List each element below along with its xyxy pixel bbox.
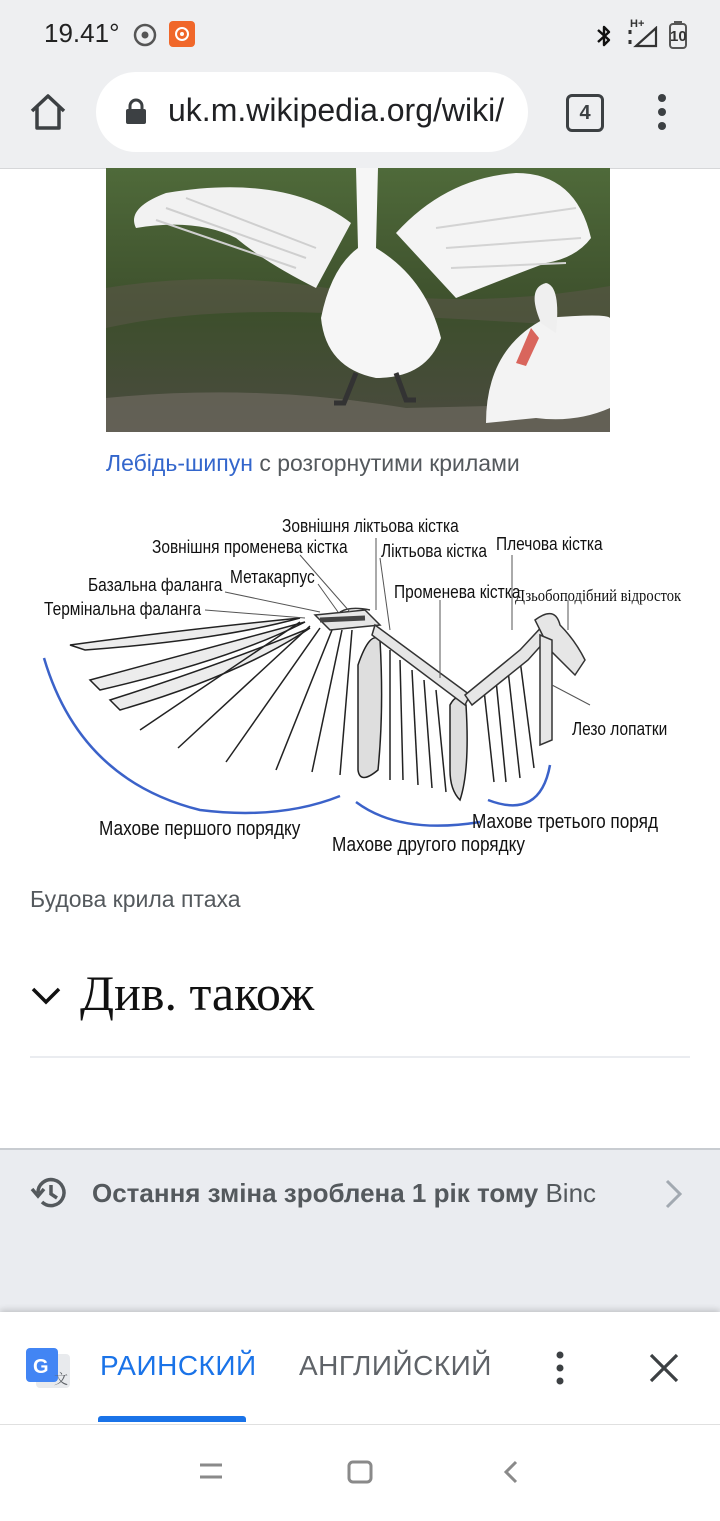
label-humerus: Плечова кістка — [496, 534, 603, 554]
active-tab-indicator — [98, 1416, 246, 1422]
home-icon[interactable] — [28, 92, 68, 132]
close-icon[interactable] — [648, 1352, 680, 1384]
svg-text:文: 文 — [54, 1372, 68, 1388]
label-outer-ulna: Зовнішня ліктьова кістка — [282, 516, 459, 536]
section-divider — [30, 1056, 690, 1058]
label-metacarpus: Метакарпус — [230, 567, 315, 587]
chevron-down-icon[interactable] — [30, 984, 62, 1008]
recents-icon[interactable] — [198, 1460, 224, 1482]
label-tertials: Махове третього поряд — [472, 811, 659, 833]
label-terminal-phalanx: Термінальна фаланга — [44, 599, 202, 619]
url-text[interactable]: uk.m.wikipedia.org/wiki/ — [168, 92, 505, 128]
location-icon — [132, 22, 160, 48]
wing-feathers — [70, 618, 534, 800]
tab-target-language[interactable]: АНГЛИЙСКИЙ — [299, 1350, 492, 1381]
swan-photo — [106, 168, 610, 432]
label-basal-phalanx: Базальна фаланга — [88, 575, 223, 595]
label-secondaries: Махове другого порядку — [332, 834, 525, 856]
history-icon — [30, 1174, 70, 1212]
label-ulna: Ліктьова кістка — [381, 541, 488, 561]
last-edit-user: Binc — [538, 1178, 597, 1208]
menu-dots-icon[interactable] — [652, 92, 672, 132]
signal-icon — [628, 26, 660, 48]
caption-text: с розгорнутими крилами — [252, 450, 520, 476]
last-edit-bold: Остання зміна зроблена 1 рік тому — [92, 1178, 539, 1208]
image-caption — [106, 450, 520, 477]
translate-menu-icon[interactable] — [550, 1350, 570, 1386]
caption-link[interactable]: Лебідь-шипун — [106, 450, 253, 476]
screen-record-icon — [168, 20, 196, 48]
status-time: 19.41° — [44, 18, 120, 48]
tab-switcher-button[interactable]: 4 — [566, 94, 604, 132]
last-edit-text[interactable] — [92, 1178, 596, 1209]
footer-spacer — [0, 1240, 720, 1312]
battery-level: 10 — [670, 28, 687, 45]
label-radius: Променева кістка — [394, 582, 521, 602]
label-outer-radius: Зовнішня променева кістка — [152, 537, 348, 557]
label-scapula: Лезо лопатки — [572, 719, 668, 739]
tab-source-language[interactable]: РАИНСКИЙ — [100, 1350, 257, 1381]
svg-text:G: G — [33, 1356, 49, 1378]
google-translate-icon — [24, 1346, 72, 1392]
lock-icon — [124, 98, 148, 126]
label-primaries: Махове першого порядку — [99, 818, 301, 840]
label-coracoid: Дзьобоподібний відросток — [515, 586, 682, 605]
diagram-caption: Будова крила птаха — [30, 886, 241, 912]
section-heading[interactable]: Див. також — [80, 965, 315, 1021]
chevron-right-icon[interactable] — [664, 1178, 684, 1210]
bluetooth-icon — [594, 24, 614, 48]
network-type: H+ — [630, 18, 645, 30]
home-nav-icon[interactable] — [346, 1459, 374, 1485]
back-icon[interactable] — [502, 1459, 520, 1485]
